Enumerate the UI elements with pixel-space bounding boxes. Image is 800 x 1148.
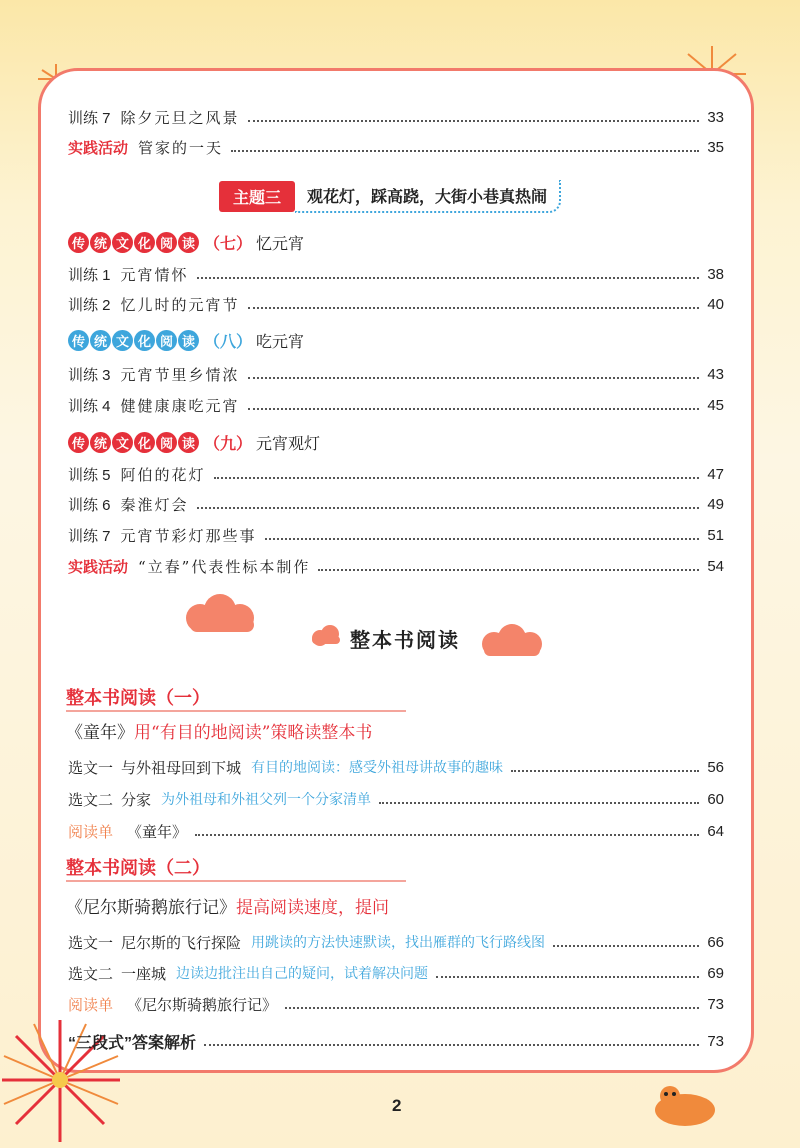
section-heading[interactable] (68, 228, 304, 256)
toc-row[interactable] (68, 522, 724, 548)
chip: 传 (68, 330, 89, 351)
training-label: 训练 7 (68, 527, 111, 545)
page-footer-number: 2 (392, 1096, 402, 1115)
leader-dots (195, 834, 699, 836)
chip: 统 (90, 432, 111, 453)
page-number-ref: 73 (707, 1032, 724, 1050)
chip: 统 (90, 232, 111, 253)
chip: 阅 (156, 330, 177, 351)
page-number-ref: 47 (707, 465, 724, 483)
training-label: 训练 2 (68, 296, 111, 314)
chip: 统 (90, 330, 111, 351)
chip: 文 (112, 232, 133, 253)
chip: 文 (112, 432, 133, 453)
entry-description: 边读边批注出自己的疑问，试着解决问题 (176, 966, 429, 982)
entry-title: 一座城 (121, 964, 167, 983)
entry-description: 为外祖母和外祖父列一个分家清单 (161, 792, 372, 808)
leader-dots (436, 976, 699, 978)
entry-description: 用跳读的方法快速默读，找出雁群的飞行路线图 (251, 935, 546, 951)
leader-dots (318, 569, 699, 571)
entry-title: 秦淮灯会 (120, 495, 189, 514)
book-name: 《尼尔斯骑鹅旅行记》 (66, 898, 236, 918)
book-section-heading[interactable]: 整本书阅读（二） (66, 858, 210, 878)
entry-title: 健健康康吃元宵 (120, 396, 240, 415)
firework-bottom-right-icon (640, 1070, 730, 1130)
whole-book-reading-title: 整本书阅读 (350, 630, 460, 652)
entry-title: 元宵节里乡情浓 (120, 365, 240, 384)
page-number-ref: 54 (707, 557, 724, 575)
section-title: 忆元宵 (256, 235, 305, 253)
toc-row[interactable] (68, 261, 724, 287)
leader-dots (265, 538, 700, 540)
chip: 传 (68, 232, 89, 253)
section-title: 吃元宵 (256, 333, 305, 351)
book-section-heading[interactable]: 整本书阅读（一） (66, 688, 210, 708)
theme-title: 观花灯，踩高跷，大街小巷真热闹 (295, 180, 561, 213)
training-label: 训练 1 (68, 266, 111, 284)
cloud-icon (470, 622, 560, 662)
entry-title: 《尼尔斯骑鹅旅行记》 (127, 995, 278, 1014)
entry-title: 与外祖母回到下城 (121, 758, 242, 777)
reading-sheet-label: 阅读单 (68, 995, 114, 1014)
entry-title: 元宵节彩灯那些事 (120, 526, 257, 545)
cloud-icon (170, 590, 280, 640)
book-subtitle (66, 718, 372, 743)
page-number-ref: 56 (707, 758, 724, 776)
training-label: 训练 7 (68, 109, 111, 127)
toc-row[interactable] (68, 960, 724, 986)
leader-dots (248, 120, 700, 122)
toc-row[interactable] (68, 786, 724, 812)
page-number-ref: 49 (707, 495, 724, 513)
leader-dots (197, 277, 700, 279)
entry-title: “立春”代表性标本制作 (138, 557, 311, 576)
toc-row[interactable] (68, 361, 724, 387)
toc-row[interactable] (68, 104, 724, 130)
entry-title: 《童年》 (127, 822, 188, 841)
section-heading[interactable] (68, 326, 304, 354)
training-label: 训练 4 (68, 397, 111, 415)
toc-row[interactable] (68, 818, 724, 844)
selection-label: 选文二 (68, 964, 114, 983)
toc-row[interactable] (68, 291, 724, 317)
leader-dots (379, 802, 699, 804)
section-heading[interactable] (68, 428, 320, 456)
selection-label: 选文一 (68, 933, 114, 952)
section-number: （八） (204, 333, 253, 351)
training-label: 训练 6 (68, 496, 111, 514)
toc-row[interactable] (68, 553, 724, 579)
toc-row[interactable] (68, 491, 724, 517)
leader-dots (197, 507, 700, 509)
chip: 化 (134, 432, 155, 453)
toc-row-answers[interactable] (68, 1028, 724, 1054)
selection-label: 选文二 (68, 790, 114, 809)
leader-dots (204, 1044, 699, 1046)
toc-row[interactable] (68, 392, 724, 418)
page-number-ref: 40 (707, 295, 724, 313)
leader-dots (248, 377, 700, 379)
leader-dots (248, 408, 700, 410)
selection-label: 选文一 (68, 758, 114, 777)
strategy-text: 提高阅读速度，提问 (236, 898, 389, 918)
leader-dots (231, 150, 699, 152)
chip: 化 (134, 330, 155, 351)
chip: 阅 (156, 432, 177, 453)
section-number: （七） (204, 235, 253, 253)
entry-title: 元宵情怀 (120, 265, 189, 284)
training-label: 训练 5 (68, 466, 111, 484)
practice-label: 实践活动 (68, 139, 129, 157)
leader-dots (553, 945, 699, 947)
toc-row[interactable] (68, 754, 724, 780)
page-number-ref: 43 (707, 365, 724, 383)
leader-dots (214, 477, 700, 479)
page-number-ref: 64 (707, 822, 724, 840)
cloud-icon (306, 624, 346, 648)
page-number-ref: 66 (707, 933, 724, 951)
entry-title: 尼尔斯的飞行探险 (121, 933, 242, 952)
book-name: 《童年》 (66, 723, 134, 743)
page-number-ref: 60 (707, 790, 724, 808)
leader-dots (285, 1007, 699, 1009)
chip: 读 (178, 432, 199, 453)
page-number-ref: 35 (707, 138, 724, 156)
toc-row[interactable] (68, 991, 724, 1017)
entry-title: 阿伯的花灯 (120, 465, 206, 484)
chip: 读 (178, 330, 199, 351)
entry-title: 除夕元旦之风景 (120, 108, 240, 127)
leader-dots (511, 770, 699, 772)
page-number-ref: 38 (707, 265, 724, 283)
section-number: （九） (204, 435, 253, 453)
entry-description: 有目的地阅读：感受外祖母讲故事的趣味 (251, 760, 504, 776)
page-number-ref: 51 (707, 526, 724, 544)
page-number-ref: 69 (707, 964, 724, 982)
strategy-text: 用“有目的地阅读”策略读整本书 (134, 723, 373, 743)
chip: 阅 (156, 232, 177, 253)
toc-row[interactable] (68, 134, 724, 160)
heading-underline (66, 880, 406, 882)
chip: 读 (178, 232, 199, 253)
entry-title: 忆儿时的元宵节 (120, 295, 240, 314)
page-number-ref: 45 (707, 396, 724, 414)
book-subtitle (66, 893, 389, 918)
entry-title: 管家的一天 (138, 138, 224, 157)
chip: 传 (68, 432, 89, 453)
toc-row[interactable] (68, 929, 724, 955)
leader-dots (248, 307, 700, 309)
reading-sheet-label: 阅读单 (68, 822, 114, 841)
toc-row[interactable] (68, 461, 724, 487)
theme-badge (219, 181, 561, 211)
training-label: 训练 3 (68, 366, 111, 384)
page-number-ref: 33 (707, 108, 724, 126)
chip: 文 (112, 330, 133, 351)
theme-tag: 主题三 (219, 181, 295, 212)
chip: 化 (134, 232, 155, 253)
practice-label: 实践活动 (68, 558, 129, 576)
entry-title: 分家 (121, 790, 152, 809)
entry-title: “三段式”答案解析 (68, 1034, 197, 1052)
page-number-ref: 73 (707, 995, 724, 1013)
section-title: 元宵观灯 (256, 435, 321, 453)
heading-underline (66, 710, 406, 712)
